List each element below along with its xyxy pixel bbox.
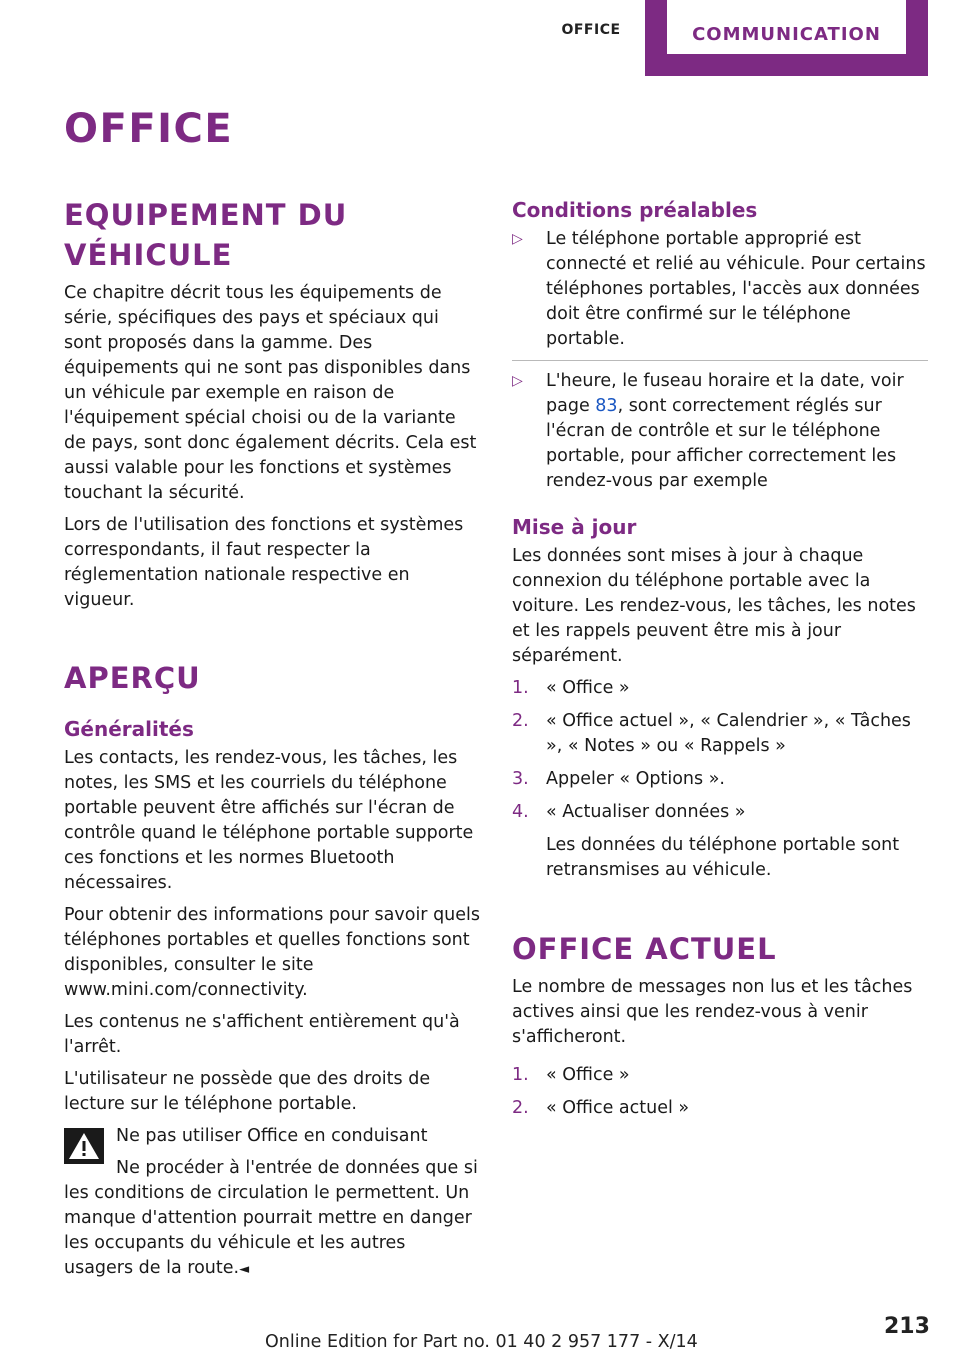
divider bbox=[512, 360, 928, 361]
step-number: 1. bbox=[512, 678, 529, 698]
step-text: « Office actuel », « Calendrier », « Tâches », « Notes » ou « Rappels » bbox=[546, 711, 911, 756]
step-number: 2. bbox=[512, 711, 529, 731]
paragraph: Lors de l'utilisation des fonctions et systèmes correspondants, il faut respecter la réglementation nationale respective en vigueur. bbox=[64, 515, 464, 610]
bullet-text-before: L'heure, le fuseau horaire et la date, voir page bbox=[546, 371, 904, 416]
subheading-conditions: Conditions préalables bbox=[512, 198, 758, 222]
page-title: OFFICE bbox=[64, 106, 234, 152]
warning-icon bbox=[64, 1128, 104, 1164]
list-item bbox=[512, 1063, 928, 1088]
header-tab-communication-label: COMMUNICATION bbox=[667, 0, 906, 54]
step-number: 2. bbox=[512, 1098, 529, 1118]
paragraph: Ce chapitre décrit tous les équipements de série, spécifiques des pays et spéciaux qui sont proposés dans la gamme. Des équipements qui ne sont pas disponibles dans un véhicule par exemple en raison de l'équipement spécial choisi ou de la variante de pays, sont donc également décrits. Cela est aussi valable pour les fonctions et systèmes touchant la sécurité. bbox=[64, 283, 477, 503]
right-column bbox=[512, 195, 928, 1129]
paragraph: Le nombre de messages non lus et les tâches actives ainsi que les rendez-vous à venir s'afficheront. bbox=[512, 977, 913, 1047]
bullet-arrow-icon: ▷ bbox=[512, 231, 523, 247]
subheading-mise-a-jour: Mise à jour bbox=[512, 515, 637, 539]
paragraph: Les contenus ne s'affichent entièrement qu'à l'arrêt. bbox=[64, 1012, 460, 1057]
step-text: « Office actuel » bbox=[546, 1098, 690, 1118]
section-heading-equipement: EQUIPEMENT DU VÉHICULE bbox=[64, 198, 348, 272]
step-text: Appeler « Options ». bbox=[546, 769, 725, 789]
subheading-generalites: Généralités bbox=[64, 717, 194, 741]
warning-box bbox=[64, 1124, 480, 1282]
bullet-text: Le téléphone portable approprié est connecté et relié au véhicule. Pour certains téléphones portables, l'accès aux données doit être confirmé sur le téléphone portable. bbox=[546, 229, 926, 349]
end-mark-icon: ◄ bbox=[239, 1262, 250, 1277]
list-item bbox=[512, 767, 928, 792]
list-item bbox=[512, 800, 928, 825]
paragraph: Pour obtenir des informations pour savoir quels téléphones portables et quelles fonctions sont disponibles, consulter le site www.mini.com/connectivity. bbox=[64, 905, 481, 1000]
section-heading-apercu: APERÇU bbox=[64, 661, 201, 695]
warning-body bbox=[64, 1156, 480, 1282]
step-text: « Office » bbox=[546, 1065, 630, 1085]
page-number: 213 bbox=[884, 1314, 930, 1339]
step-number: 1. bbox=[512, 1065, 529, 1085]
step-note bbox=[512, 833, 928, 883]
paragraph: Les données sont mises à jour à chaque connexion du téléphone portable avec la voiture. Les rendez-vous, les tâches, les notes et les rappels peuvent être mis à jour séparément. bbox=[512, 546, 916, 666]
bullet-item bbox=[512, 227, 928, 352]
warning-title: Ne pas utiliser Office en conduisant bbox=[116, 1126, 428, 1146]
list-item bbox=[512, 709, 928, 759]
section-heading-office-actuel: OFFICE ACTUEL bbox=[512, 932, 777, 966]
bullet-item bbox=[512, 369, 928, 494]
step-number: 3. bbox=[512, 769, 529, 789]
bullet-text-after: , sont correctement réglés sur l'écran de contrôle et sur le téléphone portable, pour afficher correctement les rendez-vous par exemple bbox=[546, 396, 897, 491]
step-text: « Actualiser données » bbox=[546, 802, 746, 822]
step-number: 4. bbox=[512, 802, 529, 822]
page-link[interactable]: 83 bbox=[595, 396, 618, 416]
header-tab-communication[interactable] bbox=[645, 0, 928, 76]
paragraph: Les contacts, les rendez-vous, les tâches, les notes, les SMS et les courriels du téléphone portable peuvent être affichés sur l'écran de contrôle quand le téléphone portable supporte ces fonctions et les normes Bluetooth nécessaires. bbox=[64, 748, 474, 893]
list-item bbox=[512, 1096, 928, 1121]
step-note-text: Les données du téléphone portable sont retransmises au véhicule. bbox=[546, 835, 900, 880]
warning-body-text: Ne procéder à l'entrée de données que si les conditions de circulation le permettent. Un manque d'attention pourrait mettre en danger les occupants du véhicule et les autres usagers de la route. bbox=[64, 1158, 478, 1278]
bullet-arrow-icon: ▷ bbox=[512, 373, 523, 389]
header-tab-office[interactable]: OFFICE bbox=[561, 22, 621, 38]
footer-edition: Online Edition for Part no. 01 40 2 957 177 - X/14 bbox=[265, 1332, 698, 1352]
left-column bbox=[64, 195, 480, 1289]
list-item bbox=[512, 676, 928, 701]
paragraph: L'utilisateur ne possède que des droits de lecture sur le téléphone portable. bbox=[64, 1069, 431, 1114]
step-text: « Office » bbox=[546, 678, 630, 698]
